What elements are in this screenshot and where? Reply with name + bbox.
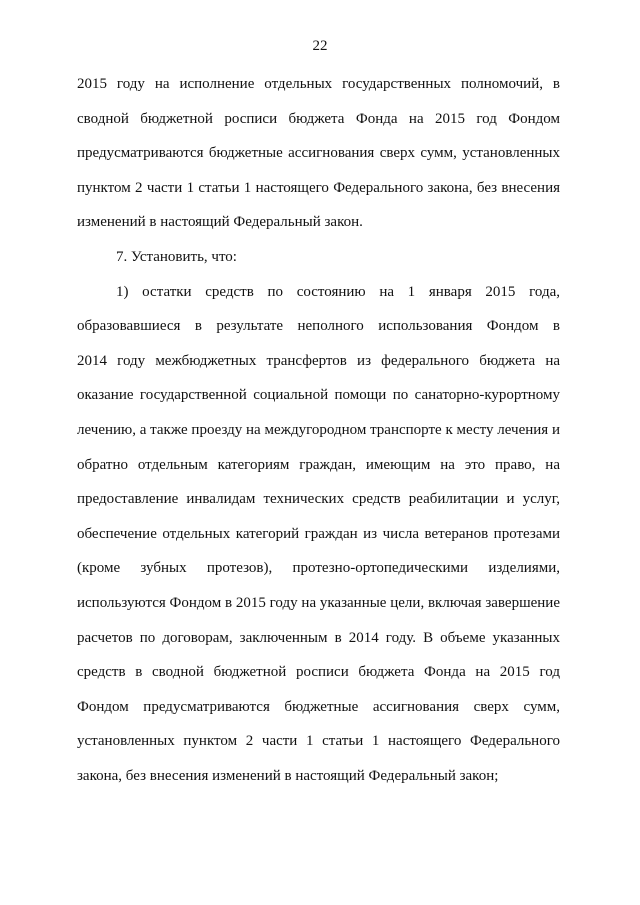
text-line: предоставление инвалидам технических средств реабилитации и услуг, xyxy=(77,491,560,508)
text-line: пунктом 2 части 1 статьи 1 настоящего Федерального закона, без внесения xyxy=(77,179,560,196)
text-line: предусматриваются бюджетные ассигнования сверх сумм, установленных xyxy=(77,145,560,162)
document-body xyxy=(77,67,560,793)
text-line: средств в сводной бюджетной росписи бюджета Фонда на 2015 год xyxy=(77,664,560,681)
text-line: лечению, а также проезду на междугородном транспорте к месту лечения и xyxy=(77,421,560,438)
text-line: изменений в настоящий Федеральный закон. xyxy=(77,214,363,231)
text-line: обеспечение отдельных категорий граждан из числа ветеранов протезами xyxy=(77,525,560,542)
text-line: Фондом предусматриваются бюджетные ассигнования сверх сумм, xyxy=(77,698,560,715)
text-line: 1) остатки средств по состоянию на 1 января 2015 года, xyxy=(116,283,560,300)
text-line: образовавшиеся в результате неполного использования Фондом в xyxy=(77,318,560,335)
text-line: 2015 году на исполнение отдельных государственных полномочий, в xyxy=(77,76,560,92)
section-heading: 7. Установить, что: xyxy=(116,248,237,265)
text-line: установленных пунктом 2 части 1 статьи 1 настоящего Федерального xyxy=(77,733,560,750)
text-line: 2014 году межбюджетных трансфертов из федерального бюджета на xyxy=(77,352,560,369)
text-line: закона, без внесения изменений в настоящий Федеральный закон; xyxy=(77,767,499,784)
text-line: (кроме зубных протезов), протезно-ортопедическими изделиями, xyxy=(77,560,560,577)
page-number: 22 xyxy=(312,38,328,54)
text-line: используются Фондом в 2015 году на указанные цели, включая завершение xyxy=(77,594,560,611)
text-line: расчетов по договорам, заключенным в 2014 году. В объеме указанных xyxy=(77,629,560,646)
text-line: сводной бюджетной росписи бюджета Фонда на 2015 год Фондом xyxy=(77,110,560,127)
text-line: оказание государственной социальной помощи по санаторно-курортному xyxy=(77,387,560,404)
text-line: обратно отдельным категориям граждан, имеющим на это право, на xyxy=(77,456,560,473)
